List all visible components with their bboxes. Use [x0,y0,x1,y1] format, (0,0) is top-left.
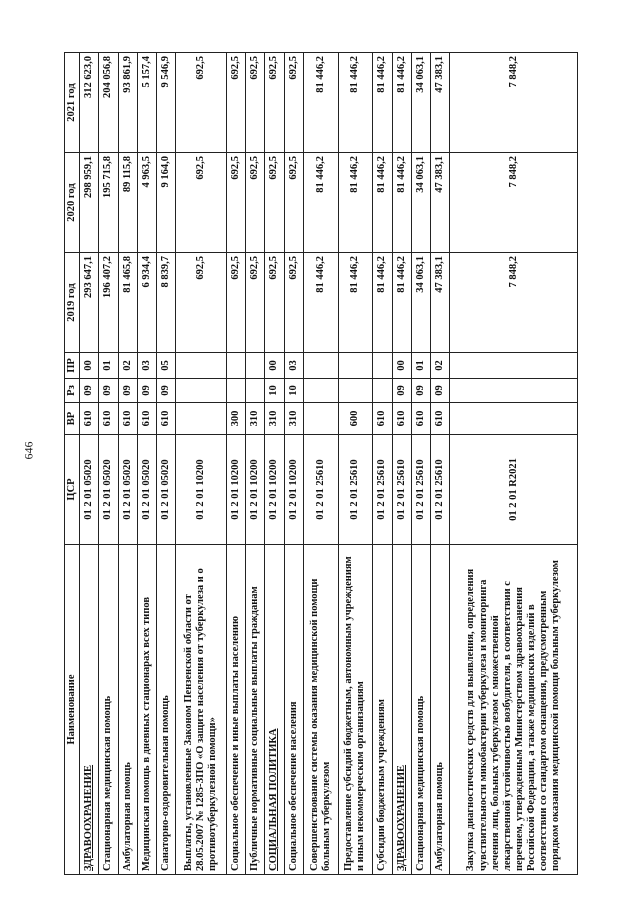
cell-name: СОЦИАЛЬНАЯ ПОЛИТИКА [265,545,284,875]
cell-pr: 01 [411,353,430,379]
cell-y2020: 81 446,2 [373,153,392,253]
cell-rz: 10 [265,379,284,403]
cell-y2020: 9 164,0 [157,153,176,253]
cell-pr: 01 [99,353,118,379]
cell-rz [450,379,578,403]
cell-rz: 09 [411,379,430,403]
cell-name: Стационарная медицинская помощь [411,545,430,875]
cell-csr: 01 2 01 10200 [265,435,284,545]
table-row [265,53,284,875]
cell-y2021: 692,5 [284,53,303,153]
cell-csr: 01 2 01 10200 [226,435,245,545]
cell-csr: 01 2 01 10200 [245,435,264,545]
cell-rz [303,379,338,403]
cell-y2021: 312 623,0 [80,53,99,153]
cell-y2020: 298 959,1 [80,153,99,253]
cell-csr: 01 2 01 05020 [137,435,156,545]
cell-csr: 01 2 01 10200 [176,435,226,545]
cell-rz [226,379,245,403]
cell-y2019: 34 063,1 [411,253,430,353]
cell-pr: 02 [118,353,137,379]
cell-csr: 01 2 01 25610 [411,435,430,545]
cell-vr: 610 [392,403,411,435]
cell-csr: 01 2 01 25610 [373,435,392,545]
table-row [176,53,226,875]
cell-name: Амбулаторная помощь [118,545,137,875]
cell-vr: 610 [99,403,118,435]
cell-pr [245,353,264,379]
cell-y2020: 692,5 [176,153,226,253]
cell-pr: 00 [265,353,284,379]
table-row [431,53,450,875]
cell-name: Закупка диагностических средств для выявления, определения чувствительности микобактерии туберкулеза и мониторинга лечения лиц, больных туберкулезом с множественной лекарственной устойчивостью возбудителя, в соответствии с перечнем, утвержденным Министерством здравоохранения Российской Федерации, а также медицинских изделий в соответствии со стандартом оснащения, предусмотренным порядком оказания медицинской помощи больным туберкулезом [450,545,578,875]
cell-pr [373,353,392,379]
cell-csr: 01 2 01 05020 [118,435,137,545]
header-rz: Рз [65,379,80,403]
cell-y2019: 8 839,7 [157,253,176,353]
cell-rz: 09 [99,379,118,403]
cell-y2020: 7 848,2 [450,153,578,253]
cell-y2019: 196 407,2 [99,253,118,353]
cell-name: Выплаты, установленные Законом Пензенской области от 28.05.2007 № 1285-ЗПО «О защите населения от туберкулеза и о противотуберкулезной помощи» [176,545,226,875]
table-row [392,53,411,875]
cell-y2019: 81 446,2 [373,253,392,353]
cell-y2021: 5 157,4 [137,53,156,153]
cell-vr: 310 [265,403,284,435]
cell-y2020: 692,5 [245,153,264,253]
cell-name: Стационарная медицинская помощь [99,545,118,875]
cell-vr: 600 [338,403,373,435]
cell-name: Санаторно-оздоровительная помощь [157,545,176,875]
cell-y2021: 81 446,2 [338,53,373,153]
page-number: 646 [21,441,36,460]
cell-y2019: 692,5 [245,253,264,353]
cell-name: Медицинская помощь в дневных стационарах всех типов [137,545,156,875]
cell-vr: 610 [411,403,430,435]
cell-vr: 310 [284,403,303,435]
table-row [226,53,245,875]
cell-y2021: 34 063,1 [411,53,430,153]
header-2019: 2019 год [65,253,80,353]
cell-rz: 09 [118,379,137,403]
table-row [411,53,430,875]
cell-csr: 01 2 01 25610 [303,435,338,545]
table-row [118,53,137,875]
cell-y2021: 81 446,2 [373,53,392,153]
cell-csr: 01 2 01 R2021 [450,435,578,545]
cell-y2020: 692,5 [226,153,245,253]
cell-y2021: 47 383,1 [431,53,450,153]
cell-rz: 09 [157,379,176,403]
cell-y2019: 81 446,2 [392,253,411,353]
cell-y2019: 692,5 [284,253,303,353]
cell-y2020: 4 963,5 [137,153,156,253]
cell-name: ЗДРАВООХРАНЕНИЕ [392,545,411,875]
cell-vr: 610 [118,403,137,435]
table-row [80,53,99,875]
cell-csr: 01 2 01 05020 [157,435,176,545]
cell-y2020: 81 446,2 [392,153,411,253]
cell-rz [373,379,392,403]
cell-pr [450,353,578,379]
cell-y2021: 204 056,8 [99,53,118,153]
cell-y2021: 93 861,9 [118,53,137,153]
cell-vr: 610 [157,403,176,435]
cell-y2020: 47 383,1 [431,153,450,253]
cell-pr: 00 [80,353,99,379]
cell-rz: 09 [137,379,156,403]
cell-vr: 610 [137,403,156,435]
cell-vr: 310 [245,403,264,435]
cell-y2019: 7 848,2 [450,253,578,353]
cell-name: Амбулаторная помощь [431,545,450,875]
table-row [137,53,156,875]
cell-y2021: 9 546,9 [157,53,176,153]
table-row [303,53,338,875]
cell-vr: 610 [431,403,450,435]
cell-name: Публичные нормативные социальные выплаты гражданам [245,545,264,875]
cell-name: Социальное обеспечение и иные выплаты населению [226,545,245,875]
cell-y2019: 81 465,8 [118,253,137,353]
cell-csr: 01 2 01 05020 [80,435,99,545]
cell-y2020: 89 115,8 [118,153,137,253]
cell-y2021: 7 848,2 [450,53,578,153]
cell-pr: 03 [284,353,303,379]
table-row [450,53,578,875]
table-row [373,53,392,875]
cell-rz [338,379,373,403]
table-row [245,53,264,875]
cell-y2020: 195 715,8 [99,153,118,253]
cell-csr: 01 2 01 05020 [99,435,118,545]
cell-pr: 03 [137,353,156,379]
cell-y2021: 81 446,2 [392,53,411,153]
cell-y2020: 34 063,1 [411,153,430,253]
budget-table-container [64,53,578,875]
cell-y2019: 692,5 [226,253,245,353]
cell-vr [176,403,226,435]
header-csr: ЦСР [65,435,80,545]
cell-pr: 02 [431,353,450,379]
header-name: Наименование [65,545,80,875]
header-vr: ВР [65,403,80,435]
cell-csr: 01 2 01 25610 [431,435,450,545]
cell-vr [303,403,338,435]
cell-csr: 01 2 01 25610 [392,435,411,545]
cell-rz: 09 [431,379,450,403]
cell-pr: 00 [392,353,411,379]
cell-y2019: 692,5 [176,253,226,353]
cell-rz [176,379,226,403]
cell-rz [245,379,264,403]
cell-y2019: 47 383,1 [431,253,450,353]
cell-rz: 09 [392,379,411,403]
budget-table [64,52,578,875]
cell-name: Предоставление субсидий бюджетным, автономным учреждениям и иным некоммерческим организациям [338,545,373,875]
cell-y2021: 692,5 [176,53,226,153]
cell-name: Совершенствование системы оказания медицинской помощи больным туберкулезом [303,545,338,875]
cell-y2021: 692,5 [245,53,264,153]
cell-pr [176,353,226,379]
cell-name: Социальное обеспечение населения [284,545,303,875]
header-row [65,53,80,875]
cell-vr [450,403,578,435]
table-row [338,53,373,875]
cell-y2019: 81 446,2 [338,253,373,353]
header-2020: 2020 год [65,153,80,253]
cell-csr: 01 2 01 10200 [284,435,303,545]
header-2021: 2021 год [65,53,80,153]
cell-name: Субсидии бюджетным учреждениям [373,545,392,875]
cell-vr: 300 [226,403,245,435]
cell-pr [226,353,245,379]
cell-y2019: 81 446,2 [303,253,338,353]
cell-rz: 10 [284,379,303,403]
cell-name: ЗДРАВООХРАНЕНИЕ [80,545,99,875]
cell-pr: 05 [157,353,176,379]
cell-pr [338,353,373,379]
cell-vr: 610 [80,403,99,435]
cell-y2020: 81 446,2 [303,153,338,253]
cell-csr: 01 2 01 25610 [338,435,373,545]
cell-rz: 09 [80,379,99,403]
cell-y2021: 692,5 [226,53,245,153]
header-pr: ПР [65,353,80,379]
cell-y2020: 692,5 [284,153,303,253]
cell-y2019: 692,5 [265,253,284,353]
cell-y2021: 692,5 [265,53,284,153]
cell-y2020: 81 446,2 [338,153,373,253]
table-body [80,53,578,875]
cell-y2019: 293 647,1 [80,253,99,353]
cell-y2021: 81 446,2 [303,53,338,153]
table-row [157,53,176,875]
cell-vr: 610 [373,403,392,435]
cell-y2020: 692,5 [265,153,284,253]
cell-pr [303,353,338,379]
table-row [99,53,118,875]
cell-y2019: 6 934,4 [137,253,156,353]
table-row [284,53,303,875]
